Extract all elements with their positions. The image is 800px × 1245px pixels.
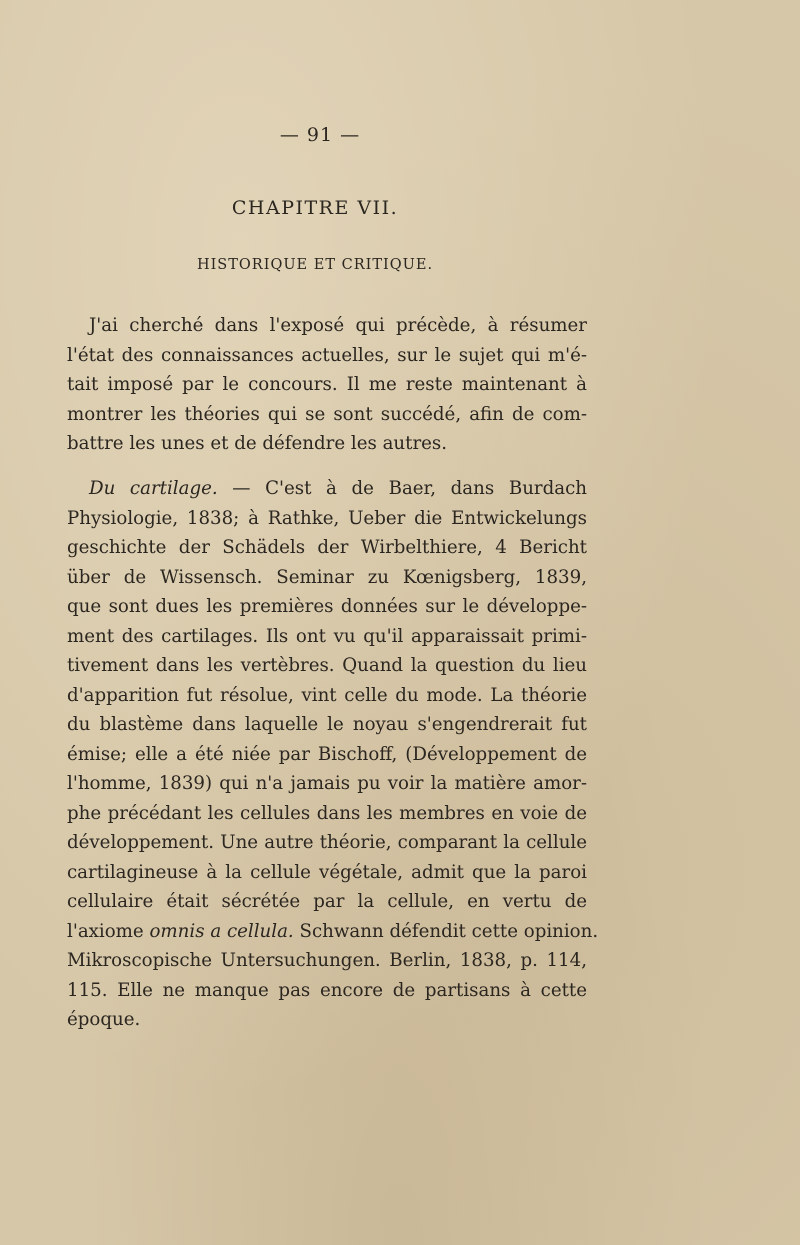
text-line: du blastème dans laquelle le noyau s'engendrerait fut (67, 714, 587, 735)
text-line: d'apparition fut résolue, vint celle du mode. La théorie (67, 684, 587, 706)
paragraph-intro (67, 311, 587, 459)
text-line: Mikroscopische Untersuchungen. Berlin, 1838, p. 114, (67, 950, 587, 971)
text-line: battre les unes et de défendre les autres. (67, 433, 448, 454)
text-line: cartilagineuse à la cellule végétale, admit que la paroi (67, 861, 587, 883)
text-line: que sont dues les premières données sur le développe- (67, 596, 587, 617)
text-line: über de Wissensch. Seminar zu Kœnigsberg, 1839, (67, 566, 587, 588)
text-line: émise; elle a été niée par Bischoff, (Développement de (67, 743, 587, 765)
text-fragment: l'axiome (67, 920, 150, 942)
chapter-title: CHAPITRE VII. (231, 197, 399, 219)
text-line: montrer les théories qui se sont succédé, afin de com- (67, 403, 587, 425)
section-title: HISTORIQUE ET CRITIQUE. (196, 257, 434, 273)
text-line: J'ai cherché dans l'exposé qui précède, à résumer (89, 315, 587, 336)
text-line: 115. Elle ne manque pas encore de partisans à cette (67, 979, 587, 1001)
text-line: l'état des connaissances actuelles, sur le sujet qui m'é- (67, 344, 587, 366)
text-line: geschichte der Schädels der Wirbelthiere, 4 Bericht (67, 537, 587, 558)
page-number: — 91 — (279, 124, 361, 146)
latin-axiom-italic: omnis a cellula. (149, 920, 294, 942)
paragraph-cartilage (67, 474, 599, 1035)
text-line: cellulaire était sécrétée par la cellule, en vertu de (67, 891, 587, 912)
text-line: Physiologie, 1838; à Rathke, Ueber die Entwickelungs (67, 507, 587, 529)
text-line: tait imposé par le concours. Il me reste maintenant à (67, 374, 587, 395)
section-lead-italic: Du cartilage. (89, 478, 218, 499)
text-line (67, 917, 599, 947)
text-fragment: Schwann défendit cette opinion. (293, 920, 599, 942)
text-fragment: — C'est à de Baer, dans Burdach (217, 478, 587, 499)
text-line: époque. (67, 1009, 141, 1030)
text-line: ment des cartilages. Ils ont vu qu'il apparaissait primi- (67, 625, 587, 647)
text-line (67, 474, 587, 504)
text-line: phe précédant les cellules dans les membres en voie de (67, 802, 587, 824)
text-line: l'homme, 1839) qui n'a jamais pu voir la matière amor- (67, 773, 587, 794)
text-line: développement. Une autre théorie, comparant la cellule (67, 832, 587, 853)
text-line: tivement dans les vertèbres. Quand la question du lieu (67, 655, 587, 676)
